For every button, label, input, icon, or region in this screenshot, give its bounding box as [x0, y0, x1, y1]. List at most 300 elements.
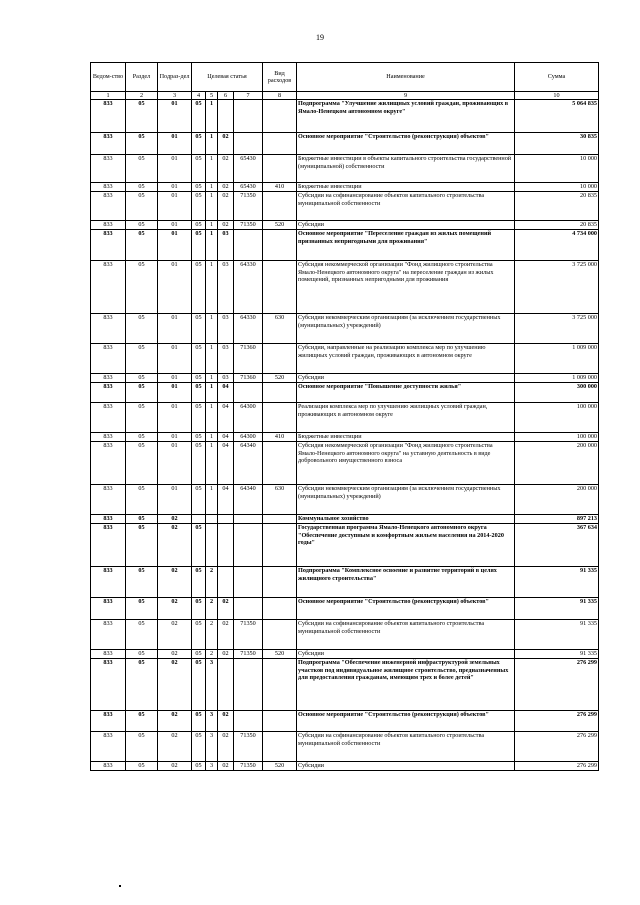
- cell-subsection: 01: [158, 442, 192, 485]
- cell-sum: 20 835: [515, 192, 599, 221]
- header-expense-type: Вид расходов: [263, 63, 297, 92]
- cell-section: 05: [126, 711, 158, 732]
- cell-subprogram: 1: [206, 133, 218, 155]
- cell-name: Государственная программа Ямало-Ненецкого автономного округа "Обеспечение доступным и комфортным жильем населения на 2014-2020 годы": [297, 524, 515, 567]
- cell-section: 05: [126, 221, 158, 230]
- cell-section: 05: [126, 383, 158, 403]
- cell-expense-type: [263, 230, 297, 261]
- cell-program: 05: [192, 485, 206, 515]
- table-row: [91, 261, 599, 314]
- cell-direction: [234, 515, 263, 524]
- cell-sum: 3 725 000: [515, 261, 599, 314]
- cell-direction: 64340: [234, 485, 263, 515]
- table-row: [91, 100, 599, 133]
- cell-sum: 100 000: [515, 433, 599, 442]
- cell-name: Субсидия некоммерческой организации "Фонд жилищного строительства Ямало-Ненецкого автономного округа" на переселение граждан из жилых помещений, признанных непригодными для проживания: [297, 261, 515, 314]
- cell-expense-type: 630: [263, 314, 297, 344]
- cell-expense-type: [263, 442, 297, 485]
- cell-sum: 10 000: [515, 155, 599, 183]
- cell-program: 05: [192, 650, 206, 659]
- table-row: [91, 155, 599, 183]
- cell-section: 05: [126, 485, 158, 515]
- cell-subsection: 02: [158, 711, 192, 732]
- cell-event: 02: [218, 732, 234, 762]
- cell-section: 05: [126, 344, 158, 374]
- cell-program: 05: [192, 344, 206, 374]
- header-name: Наименование: [297, 63, 515, 92]
- column-number: 3: [158, 92, 192, 100]
- cell-event: 02: [218, 221, 234, 230]
- cell-subprogram: 1: [206, 261, 218, 314]
- cell-program: 05: [192, 100, 206, 133]
- cell-program: 05: [192, 183, 206, 192]
- cell-department: 833: [91, 567, 126, 598]
- cell-name: Подпрограмма "Улучшение жилищных условий граждан, проживающих в Ямало-Ненецком автономном округе": [297, 100, 515, 133]
- cell-expense-type: [263, 403, 297, 433]
- cell-sum: 20 835: [515, 221, 599, 230]
- cell-expense-type: [263, 567, 297, 598]
- cell-subprogram: 2: [206, 650, 218, 659]
- cell-direction: 64330: [234, 261, 263, 314]
- cell-department: 833: [91, 598, 126, 620]
- cell-subsection: 02: [158, 515, 192, 524]
- cell-name: Субсидии на софинансирование объектов капитального строительства муниципальной собственности: [297, 732, 515, 762]
- table-row: [91, 524, 599, 567]
- cell-subsection: 02: [158, 598, 192, 620]
- cell-sum: 5 064 835: [515, 100, 599, 133]
- cell-program: [192, 515, 206, 524]
- cell-sum: 897 213: [515, 515, 599, 524]
- table-row: [91, 650, 599, 659]
- table-row: [91, 732, 599, 762]
- cell-direction: 64330: [234, 314, 263, 344]
- cell-name: Основное мероприятие "Переселение граждан из жилых помещений признанных непригодными для проживания": [297, 230, 515, 261]
- table-row: [91, 762, 599, 771]
- cell-name: Коммунальное хозяйство: [297, 515, 515, 524]
- cell-name: Субсидии некоммерческим организациям (за исключением государственных (муниципальных) учреждений): [297, 485, 515, 515]
- header-sum: Сумма: [515, 63, 599, 92]
- cell-department: 833: [91, 344, 126, 374]
- cell-department: 833: [91, 230, 126, 261]
- cell-subprogram: 1: [206, 155, 218, 183]
- table-row: [91, 221, 599, 230]
- cell-event: 04: [218, 442, 234, 485]
- cell-event: 04: [218, 403, 234, 433]
- cell-subsection: 02: [158, 567, 192, 598]
- cell-event: 03: [218, 374, 234, 383]
- cell-direction: 64300: [234, 433, 263, 442]
- cell-section: 05: [126, 314, 158, 344]
- budget-table: [90, 62, 599, 771]
- cell-direction: 71350: [234, 620, 263, 650]
- cell-department: 833: [91, 732, 126, 762]
- cell-event: 03: [218, 230, 234, 261]
- cell-sum: 276 299: [515, 659, 599, 711]
- cell-sum: 91 335: [515, 598, 599, 620]
- cell-subsection: 01: [158, 100, 192, 133]
- cell-expense-type: [263, 711, 297, 732]
- cell-expense-type: [263, 155, 297, 183]
- cell-department: 833: [91, 442, 126, 485]
- cell-subprogram: 3: [206, 659, 218, 711]
- cell-sum: 276 299: [515, 762, 599, 771]
- cell-subprogram: 1: [206, 403, 218, 433]
- cell-sum: 91 335: [515, 567, 599, 598]
- cell-program: 05: [192, 230, 206, 261]
- cell-event: 02: [218, 133, 234, 155]
- table-row: [91, 133, 599, 155]
- column-number-row: [91, 92, 599, 100]
- table-row: [91, 567, 599, 598]
- cell-name: Субсидии: [297, 650, 515, 659]
- cell-program: 05: [192, 133, 206, 155]
- cell-section: 05: [126, 524, 158, 567]
- cell-subsection: 01: [158, 155, 192, 183]
- cell-subsection: 02: [158, 762, 192, 771]
- cell-sum: 276 299: [515, 711, 599, 732]
- cell-section: 05: [126, 442, 158, 485]
- cell-section: 05: [126, 433, 158, 442]
- cell-subprogram: 3: [206, 762, 218, 771]
- cell-subsection: 01: [158, 344, 192, 374]
- cell-subprogram: [206, 515, 218, 524]
- cell-event: 04: [218, 383, 234, 403]
- table-row: [91, 374, 599, 383]
- cell-event: 02: [218, 155, 234, 183]
- cell-direction: 71350: [234, 762, 263, 771]
- cell-name: Основное мероприятие "Строительство (реконструкция) объектов": [297, 598, 515, 620]
- cell-expense-type: 410: [263, 183, 297, 192]
- table-row: [91, 711, 599, 732]
- cell-sum: 200 000: [515, 485, 599, 515]
- cell-expense-type: 520: [263, 374, 297, 383]
- cell-subsection: 01: [158, 485, 192, 515]
- table-row: [91, 192, 599, 221]
- cell-direction: [234, 711, 263, 732]
- cell-event: 02: [218, 762, 234, 771]
- cell-subprogram: 1: [206, 374, 218, 383]
- cell-section: 05: [126, 155, 158, 183]
- cell-name: Субсидии некоммерческим организациям (за исключением государственных (муниципальных) учреждений): [297, 314, 515, 344]
- cell-name: Субсидия некоммерческой организации "Фонд жилищного строительства Ямало-Ненецкого автономного округа" на уставную деятельность в виде добровольного имущественного взноса: [297, 442, 515, 485]
- cell-program: 05: [192, 433, 206, 442]
- cell-program: 05: [192, 314, 206, 344]
- cell-subsection: 01: [158, 230, 192, 261]
- cell-name: Субсидии: [297, 374, 515, 383]
- table-row: [91, 230, 599, 261]
- cell-name: Субсидии на софинансирование объектов капитального строительства муниципальной собственности: [297, 620, 515, 650]
- cell-subprogram: 1: [206, 221, 218, 230]
- cell-program: 05: [192, 659, 206, 711]
- cell-name: Субсидии: [297, 221, 515, 230]
- table-row: [91, 620, 599, 650]
- cell-section: 05: [126, 403, 158, 433]
- cell-expense-type: 520: [263, 221, 297, 230]
- cell-program: 05: [192, 762, 206, 771]
- column-number: 4: [192, 92, 206, 100]
- cell-event: [218, 659, 234, 711]
- cell-expense-type: [263, 133, 297, 155]
- cell-section: 05: [126, 650, 158, 659]
- cell-event: [218, 567, 234, 598]
- cell-name: Субсидии: [297, 762, 515, 771]
- cell-event: 03: [218, 344, 234, 374]
- cell-sum: 4 734 000: [515, 230, 599, 261]
- table-row: [91, 183, 599, 192]
- cell-direction: 64340: [234, 442, 263, 485]
- cell-program: 05: [192, 620, 206, 650]
- table-row: [91, 485, 599, 515]
- cell-expense-type: [263, 100, 297, 133]
- cell-subprogram: 1: [206, 230, 218, 261]
- cell-department: 833: [91, 183, 126, 192]
- cell-direction: 71350: [234, 732, 263, 762]
- cell-subprogram: 3: [206, 732, 218, 762]
- cell-section: 05: [126, 133, 158, 155]
- cell-name: Бюджетные инвестиции: [297, 433, 515, 442]
- cell-section: 05: [126, 183, 158, 192]
- cell-subsection: 01: [158, 374, 192, 383]
- cell-subsection: 02: [158, 620, 192, 650]
- cell-name: Основное мероприятие "Строительство (реконструкция) объектов": [297, 133, 515, 155]
- cell-direction: [234, 133, 263, 155]
- cell-subprogram: 1: [206, 192, 218, 221]
- cell-section: 05: [126, 620, 158, 650]
- cell-event: [218, 100, 234, 133]
- cell-event: 02: [218, 192, 234, 221]
- cell-sum: 91 335: [515, 650, 599, 659]
- cell-subsection: 01: [158, 221, 192, 230]
- table-row: [91, 314, 599, 344]
- cell-direction: [234, 230, 263, 261]
- cell-department: 833: [91, 762, 126, 771]
- column-number: 2: [126, 92, 158, 100]
- table-row: [91, 433, 599, 442]
- header-target-article: Целевая статья: [192, 63, 263, 92]
- cell-program: 05: [192, 155, 206, 183]
- cell-event: 02: [218, 598, 234, 620]
- cell-subprogram: [206, 524, 218, 567]
- table-row: [91, 383, 599, 403]
- cell-event: 04: [218, 485, 234, 515]
- cell-subsection: 02: [158, 524, 192, 567]
- cell-section: 05: [126, 374, 158, 383]
- cell-program: 05: [192, 442, 206, 485]
- table-row: [91, 344, 599, 374]
- cell-subprogram: 2: [206, 567, 218, 598]
- cell-name: Основное мероприятие "Повышение доступности жилья": [297, 383, 515, 403]
- cell-subsection: 02: [158, 659, 192, 711]
- cell-direction: 71350: [234, 221, 263, 230]
- cell-sum: 276 299: [515, 732, 599, 762]
- cell-subprogram: 1: [206, 183, 218, 192]
- cell-section: 05: [126, 762, 158, 771]
- cell-department: 833: [91, 383, 126, 403]
- column-number: 5: [206, 92, 218, 100]
- cell-expense-type: [263, 261, 297, 314]
- cell-name: Субсидии, направленные на реализацию комплекса мер по улучшению жилищных условий граждан, проживающих в автономном округе: [297, 344, 515, 374]
- cell-expense-type: 520: [263, 650, 297, 659]
- cell-department: 833: [91, 374, 126, 383]
- cell-department: 833: [91, 485, 126, 515]
- cell-expense-type: 520: [263, 762, 297, 771]
- cell-expense-type: [263, 598, 297, 620]
- cell-sum: 200 000: [515, 442, 599, 485]
- cell-expense-type: [263, 383, 297, 403]
- cell-subprogram: 1: [206, 433, 218, 442]
- cell-department: 833: [91, 650, 126, 659]
- cell-program: 05: [192, 192, 206, 221]
- cell-program: 05: [192, 261, 206, 314]
- cell-subprogram: 3: [206, 711, 218, 732]
- table-row: [91, 442, 599, 485]
- cell-program: 05: [192, 567, 206, 598]
- cell-event: [218, 515, 234, 524]
- cell-direction: 71350: [234, 650, 263, 659]
- cell-program: 05: [192, 524, 206, 567]
- cell-subprogram: 1: [206, 344, 218, 374]
- cell-section: 05: [126, 659, 158, 711]
- cell-department: 833: [91, 433, 126, 442]
- cell-event: 02: [218, 650, 234, 659]
- table-row: [91, 515, 599, 524]
- cell-section: 05: [126, 567, 158, 598]
- header-department: Ведом-ство: [91, 63, 126, 92]
- cell-subsection: 02: [158, 732, 192, 762]
- cell-direction: 71360: [234, 374, 263, 383]
- cell-department: 833: [91, 100, 126, 133]
- cell-section: 05: [126, 192, 158, 221]
- cell-subsection: 01: [158, 261, 192, 314]
- cell-subsection: 01: [158, 403, 192, 433]
- cell-sum: 1 009 000: [515, 374, 599, 383]
- cell-subprogram: 1: [206, 383, 218, 403]
- cell-subsection: 01: [158, 433, 192, 442]
- cell-name: Подпрограмма "Обеспечение инженерной инфраструктурой земельных участков под индивидуальное жилищное строительство, предназначенных для предоставления гражданам, имеющим трех и более детей": [297, 659, 515, 711]
- header-section: Раздел: [126, 63, 158, 92]
- cell-sum: 30 835: [515, 133, 599, 155]
- cell-sum: 1 009 000: [515, 344, 599, 374]
- cell-name: Бюджетные инвестиции в объекты капитального строительства государственной (муниципальной) собственности: [297, 155, 515, 183]
- cell-subsection: 02: [158, 650, 192, 659]
- cell-program: 05: [192, 598, 206, 620]
- cell-program: 05: [192, 374, 206, 383]
- cell-event: 02: [218, 620, 234, 650]
- cell-direction: 64300: [234, 403, 263, 433]
- cell-expense-type: 630: [263, 485, 297, 515]
- cell-department: 833: [91, 261, 126, 314]
- table-body: [91, 100, 599, 771]
- cell-program: 05: [192, 732, 206, 762]
- column-number: 10: [515, 92, 599, 100]
- cell-direction: [234, 567, 263, 598]
- cell-sum: 10 000: [515, 183, 599, 192]
- column-number: 9: [297, 92, 515, 100]
- cell-subprogram: 1: [206, 100, 218, 133]
- cell-expense-type: 410: [263, 433, 297, 442]
- page-number: 19: [316, 33, 324, 42]
- cell-department: 833: [91, 524, 126, 567]
- cell-sum: 3 725 000: [515, 314, 599, 344]
- cell-department: 833: [91, 133, 126, 155]
- cell-subprogram: 2: [206, 620, 218, 650]
- cell-expense-type: [263, 192, 297, 221]
- cell-section: 05: [126, 515, 158, 524]
- cell-expense-type: [263, 620, 297, 650]
- cell-sum: 300 000: [515, 383, 599, 403]
- cell-direction: [234, 383, 263, 403]
- cell-direction: 65430: [234, 183, 263, 192]
- table-row: [91, 659, 599, 711]
- cell-subsection: 01: [158, 133, 192, 155]
- cell-name: Бюджетные инвестиции: [297, 183, 515, 192]
- cell-name: Реализация комплекса мер по улучшению жилищных условий граждан, проживающих в автономном округе: [297, 403, 515, 433]
- cell-department: 833: [91, 192, 126, 221]
- cell-direction: 71360: [234, 344, 263, 374]
- cell-subprogram: 1: [206, 485, 218, 515]
- cell-event: 03: [218, 261, 234, 314]
- cell-section: 05: [126, 230, 158, 261]
- cell-section: 05: [126, 598, 158, 620]
- cell-department: 833: [91, 314, 126, 344]
- cell-event: 04: [218, 433, 234, 442]
- cell-name: Подпрограмма "Комплексное освоение и развитие территорий в целях жилищного строительства": [297, 567, 515, 598]
- cell-subsection: 01: [158, 383, 192, 403]
- cell-direction: [234, 598, 263, 620]
- cell-department: 833: [91, 221, 126, 230]
- cell-event: 02: [218, 183, 234, 192]
- cell-event: 03: [218, 314, 234, 344]
- cell-sum: 100 000: [515, 403, 599, 433]
- cell-program: 05: [192, 221, 206, 230]
- cell-subsection: 01: [158, 192, 192, 221]
- stray-mark: [119, 885, 121, 887]
- table-row: [91, 598, 599, 620]
- cell-subprogram: 1: [206, 314, 218, 344]
- header-subsection: Подраз-дел: [158, 63, 192, 92]
- cell-section: 05: [126, 100, 158, 133]
- cell-direction: [234, 100, 263, 133]
- cell-name: Основное мероприятие "Строительство (реконструкция) объектов": [297, 711, 515, 732]
- cell-department: 833: [91, 620, 126, 650]
- cell-subsection: 01: [158, 183, 192, 192]
- cell-subprogram: 1: [206, 442, 218, 485]
- cell-sum: 91 335: [515, 620, 599, 650]
- cell-direction: [234, 524, 263, 567]
- cell-section: 05: [126, 261, 158, 314]
- cell-subsection: 01: [158, 314, 192, 344]
- table-row: [91, 403, 599, 433]
- column-number: 8: [263, 92, 297, 100]
- header-row: [91, 63, 599, 92]
- cell-direction: 71350: [234, 192, 263, 221]
- cell-program: 05: [192, 711, 206, 732]
- cell-event: 02: [218, 711, 234, 732]
- cell-department: 833: [91, 403, 126, 433]
- cell-department: 833: [91, 659, 126, 711]
- cell-direction: 65430: [234, 155, 263, 183]
- cell-expense-type: [263, 344, 297, 374]
- column-number: 7: [234, 92, 263, 100]
- cell-direction: [234, 659, 263, 711]
- cell-program: 05: [192, 403, 206, 433]
- cell-expense-type: [263, 659, 297, 711]
- cell-program: 05: [192, 383, 206, 403]
- column-number: 6: [218, 92, 234, 100]
- cell-name: Субсидии на софинансирование объектов капитального строительства муниципальной собственности: [297, 192, 515, 221]
- cell-expense-type: [263, 732, 297, 762]
- cell-department: 833: [91, 711, 126, 732]
